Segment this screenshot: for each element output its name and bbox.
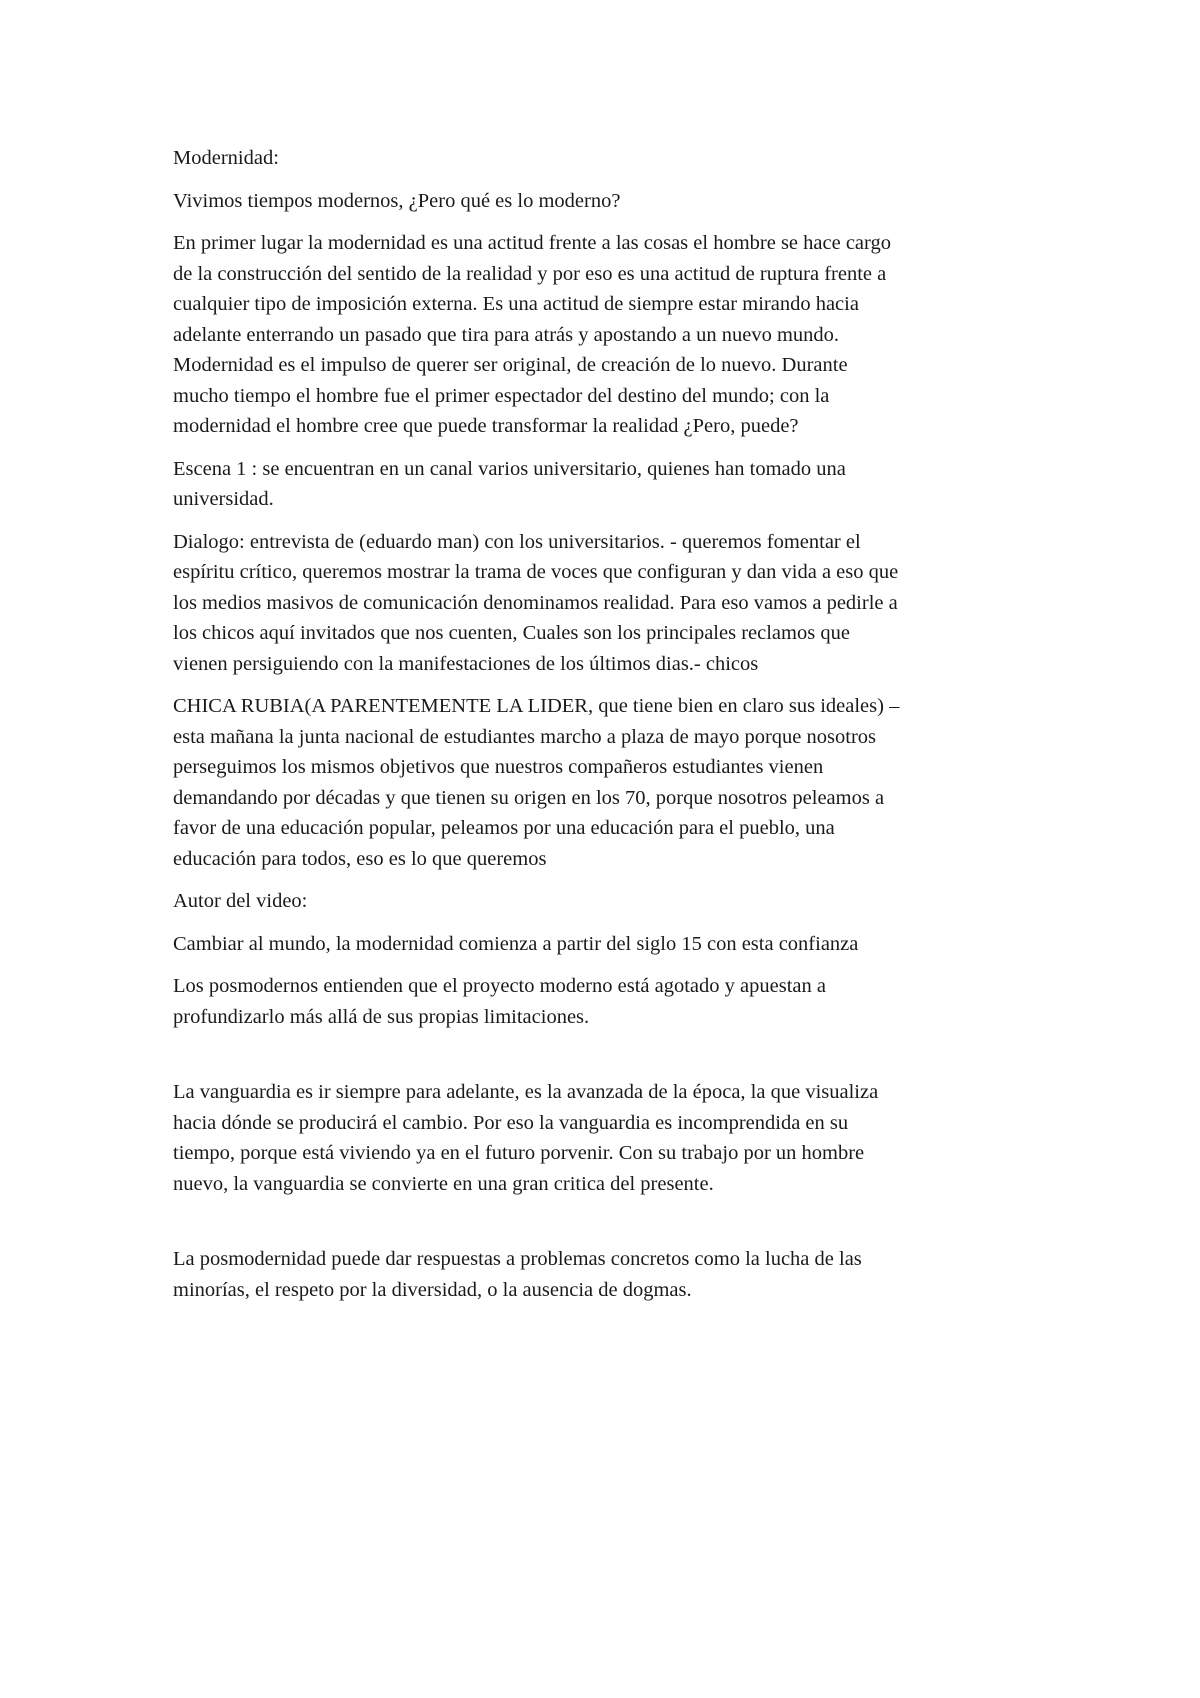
paragraph-modernidad-definition: En primer lugar la modernidad es una actitud frente a las cosas el hombre se hace cargo de la construcción del sentido de la realidad y por eso es una actitud de ruptura frente a cualquier tipo de imposición externa. Es una actitud de siempre estar mirando hacia adelante enterrando un pasado que tira para atrás y apostando a un nuevo mundo. Modernidad es el impulso de querer ser original, de creación de lo nuevo. Durante mucho tiempo el hombre fue el primer espectador del destino del mundo; con la modernidad el hombre cree que puede transformar la realidad ¿Pero, puede?: [173, 232, 891, 437]
paragraph-autor-del-video: Autor del video:: [173, 890, 308, 912]
heading-modernidad: Modernidad:: [173, 147, 279, 169]
paragraph-cambiar-al-mundo: Cambiar al mundo, la modernidad comienza a partir del siglo 15 con esta confianza: [173, 932, 859, 955]
paragraph-vanguardia: La vanguardia es ir siempre para adelante, es la avanzada de la época, la que visualiza hacia dónde se producirá el cambio. Por eso la vanguardia es incomprendida en su tiempo, porque está viviendo ya en el futuro porvenir. Con su trabajo por un hombre nuevo, la vanguardia se convierte en una gran critica del presente.: [173, 1081, 879, 1195]
paragraph-question: Vivimos tiempos modernos, ¿Pero qué es lo moderno?: [173, 189, 621, 212]
paragraph-escena-1: Escena 1 : se encuentran en un canal varios universitario, quienes han tomado una universidad.: [173, 457, 846, 510]
paragraph-chica-rubia: CHICA RUBIA(A PARENTEMENTE LA LIDER, que tiene bien en claro sus ideales) – esta mañana la junta nacional de estudiantes marcho a plaza de mayo porque nosotros perseguimos los mismos objetivos que nuestros compañeros estudiantes vienen demandando por décadas y que tienen su origen en los 70, porque nosotros peleamos a favor de una educación popular, peleamos por una educación para el pueblo, una educación para todos, eso es lo que queremos: [173, 695, 900, 870]
paragraph-posmodernos: Los posmodernos entienden que el proyecto moderno está agotado y apuestan a profundizarlo más allá de sus propias limitaciones.: [173, 975, 826, 1028]
paragraph-posmodernidad: La posmodernidad puede dar respuestas a problemas concretos como la lucha de las minorías, el respeto por la diversidad, o la ausencia de dogmas.: [173, 1248, 862, 1301]
document-body: [173, 143, 1045, 1317]
paragraph-dialogo: Dialogo: entrevista de (eduardo man) con los universitarios. - queremos fomentar el espíritu crítico, queremos mostrar la trama de voces que configuran y dan vida a eso que los medios masivos de comunicación denominamos realidad. Para eso vamos a pedirle a los chicos aquí invitados que nos cuenten, Cuales son los principales reclamos que vienen persiguiendo con la manifestaciones de los últimos dias.- chicos: [173, 530, 899, 675]
